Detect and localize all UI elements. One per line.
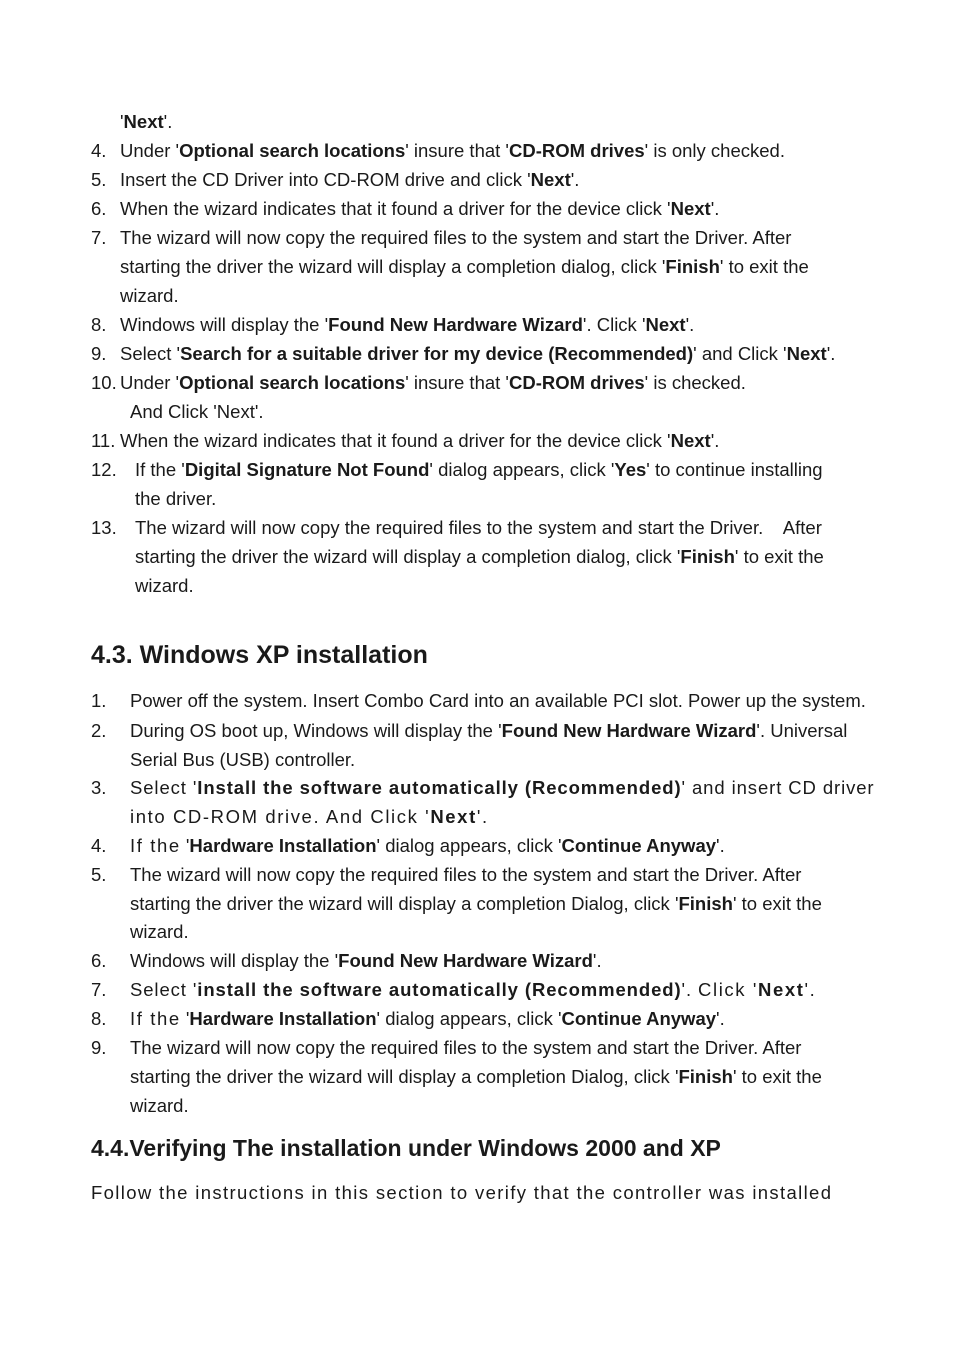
step-item-number: 6. [91, 198, 107, 219]
step-text-line: wizard. [135, 575, 194, 596]
xp-step-text-line: The wizard will now copy the required files to the system and start the Driver. After [130, 864, 802, 885]
step-text-line: And Click 'Next'. [130, 401, 264, 422]
xp-step-text-line: starting the driver the wizard will display a completion Dialog, click 'Finish' to exit the [130, 893, 822, 914]
step-item-number: 8. [91, 314, 107, 335]
xp-step-item-number: 6. [91, 950, 107, 971]
xp-step-item-number: 8. [91, 1008, 107, 1029]
step-item-number: 7. [91, 227, 107, 248]
xp-step-text-line: Select 'install the software automatically (Recommended)'. Click 'Next'. [130, 979, 817, 1000]
step-text-line: The wizard will now copy the required files to the system and start the Driver. After [135, 517, 822, 538]
step-text-line: Under 'Optional search locations' insure that 'CD-ROM drives' is only checked. [120, 140, 785, 161]
xp-step-text-line: Power off the system. Insert Combo Card into an available PCI slot. Power up the system. [130, 690, 866, 711]
xp-step-text-line: wizard. [130, 921, 189, 942]
xp-step-item-number: 4. [91, 835, 107, 856]
step-text-line: The wizard will now copy the required files to the system and start the Driver. After [120, 227, 792, 248]
step-item-number: 9. [91, 343, 107, 364]
xp-step-item-number: 2. [91, 720, 107, 741]
step-text-line: Insert the CD Driver into CD-ROM drive and click 'Next'. [120, 169, 580, 190]
step-item-number: 11. [91, 430, 116, 451]
step-item-number: 4. [91, 140, 107, 161]
step-text-line: Windows will display the 'Found New Hardware Wizard'. Click 'Next'. [120, 314, 695, 335]
xp-step-text-line: starting the driver the wizard will display a completion Dialog, click 'Finish' to exit the [130, 1066, 822, 1087]
step-text-line: starting the driver the wizard will display a completion dialog, click 'Finish' to exit the [120, 256, 809, 277]
step-text-line: When the wizard indicates that it found a driver for the device click 'Next'. [120, 198, 720, 219]
xp-step-text-line: If the 'Hardware Installation' dialog appears, click 'Continue Anyway'. [130, 835, 725, 856]
step-text-line: starting the driver the wizard will display a completion dialog, click 'Finish' to exit the [135, 546, 824, 567]
xp-step-item-number: 7. [91, 979, 107, 1000]
xp-step-item-number: 9. [91, 1037, 107, 1058]
step-text-line: Under 'Optional search locations' insure that 'CD-ROM drives' is checked. [120, 372, 746, 393]
step-text-line: wizard. [120, 285, 179, 306]
xp-step-text-line: wizard. [130, 1095, 189, 1116]
step-item-number: 13. [91, 517, 117, 538]
xp-step-text-line: If the 'Hardware Installation' dialog appears, click 'Continue Anyway'. [130, 1008, 725, 1029]
step-text-line: When the wizard indicates that it found a driver for the device click 'Next'. [120, 430, 720, 451]
xp-step-item-number: 1. [91, 690, 107, 711]
xp-step-item-number: 3. [91, 777, 107, 798]
step-text-line: Select 'Search for a suitable driver for my device (Recommended)' and Click 'Next'. [120, 343, 836, 364]
xp-step-text-line: The wizard will now copy the required files to the system and start the Driver. After [130, 1037, 802, 1058]
xp-step-text-line: During OS boot up, Windows will display the 'Found New Hardware Wizard'. Universal [130, 720, 848, 741]
xp-step-item-number: 5. [91, 864, 107, 885]
step-item-number: 5. [91, 169, 107, 190]
xp-step-text-line: Windows will display the 'Found New Hardware Wizard'. [130, 950, 602, 971]
heading-verifying-installation: 4.4.Verifying The installation under Windows 2000 and XP [91, 1135, 721, 1161]
xp-step-text-line: Serial Bus (USB) controller. [130, 749, 356, 770]
step-item-number: 10. [91, 372, 117, 393]
step-text-line: the driver. [135, 488, 217, 509]
step-text-line: If the 'Digital Signature Not Found' dialog appears, click 'Yes' to continue installing [135, 459, 823, 480]
heading-windows-xp-installation: 4.3. Windows XP installation [91, 641, 428, 669]
xp-step-text-line: Select 'Install the software automatically (Recommended)' and insert CD driver [130, 777, 875, 798]
intro-paragraph: Follow the instructions in this section to verify that the controller was installed [91, 1182, 833, 1203]
step-item-number: 12. [91, 459, 117, 480]
step-text-line: 'Next'. [120, 111, 173, 132]
xp-step-text-line: into CD-ROM drive. And Click 'Next'. [130, 806, 489, 827]
